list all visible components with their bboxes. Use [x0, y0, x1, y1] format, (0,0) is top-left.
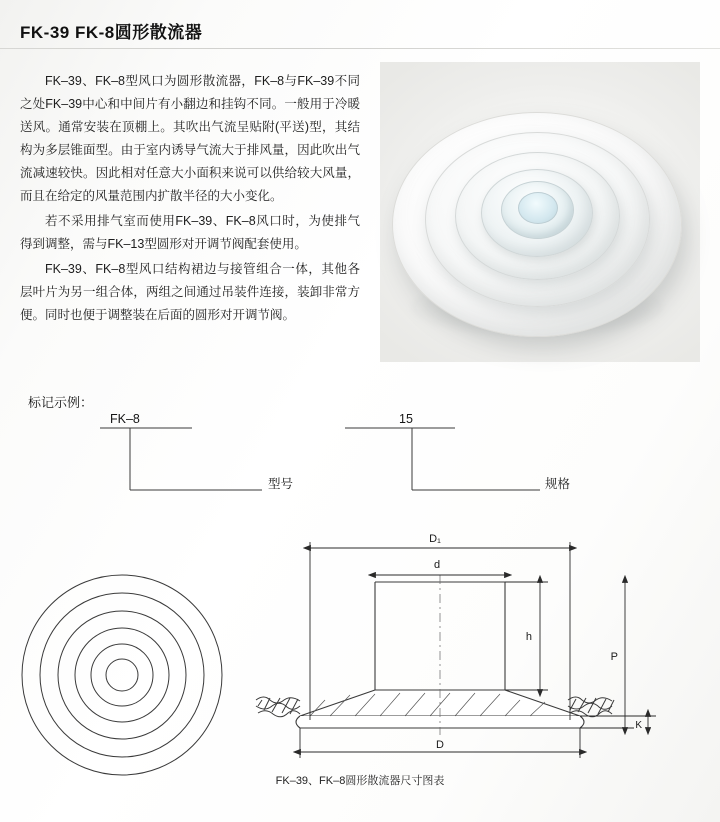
marking-model-caption: 型号 [268, 477, 294, 491]
body-text [20, 70, 360, 329]
dimension-drawing [0, 520, 720, 788]
plan-view-circles [22, 575, 222, 775]
marking-label: 标记示例： [28, 395, 94, 410]
paragraph-3: FK–39、FK–8型风口结构裙边与接管组合一体，其他各层叶片为另一组合体，两组之间通过吊装件连接，装卸非常方便。同时也便于调整装在后面的圆形对开调节阀。 [20, 262, 360, 322]
marking-leader-lines [0, 380, 720, 520]
product-photo [380, 62, 700, 362]
dim-label-k: K [635, 720, 642, 731]
paragraph-2: 若不采用排气室而使用FK–39、FK–8风口时，为使排气得到调整，需与FK–13型圆形对开调节阀配套使用。 [20, 214, 360, 251]
page-title: FK-39 FK-8圆形散流器 [20, 23, 203, 42]
dim-label-d1: D₁ [429, 533, 441, 545]
drawing-caption [0, 772, 720, 788]
dim-label-d-big: D [436, 739, 444, 751]
drawing-caption-text: FK–39、FK–8圆形散流器尺寸图表 [275, 775, 445, 787]
dim-label-d-small: d [433, 559, 441, 571]
marking-size-caption: 规格 [545, 477, 571, 491]
dim-label-p: P [610, 651, 618, 663]
diffuser-core [518, 192, 558, 224]
title-divider [0, 48, 720, 49]
paragraph-1: FK–39、FK–8型风口为圆形散流器，FK–8与FK–39不同之处FK–39中心和中间片有小翻边和挂钩不同。一般用于冷暖送风。通常安装在顶棚上。其吹出气流呈贴附(平送)型，其结构为多层锥面型。由于室内诱导气流大于排风量，因此吹出气流减速较快。因此相对任意大小面积来说可以供给较大风量，而且在给定的风量范围内扩散半径的大小变化。 [20, 74, 360, 203]
marking-size-value: 15 [399, 412, 413, 426]
dim-label-h: h [525, 631, 532, 643]
marking-model-value: FK–8 [110, 412, 140, 426]
